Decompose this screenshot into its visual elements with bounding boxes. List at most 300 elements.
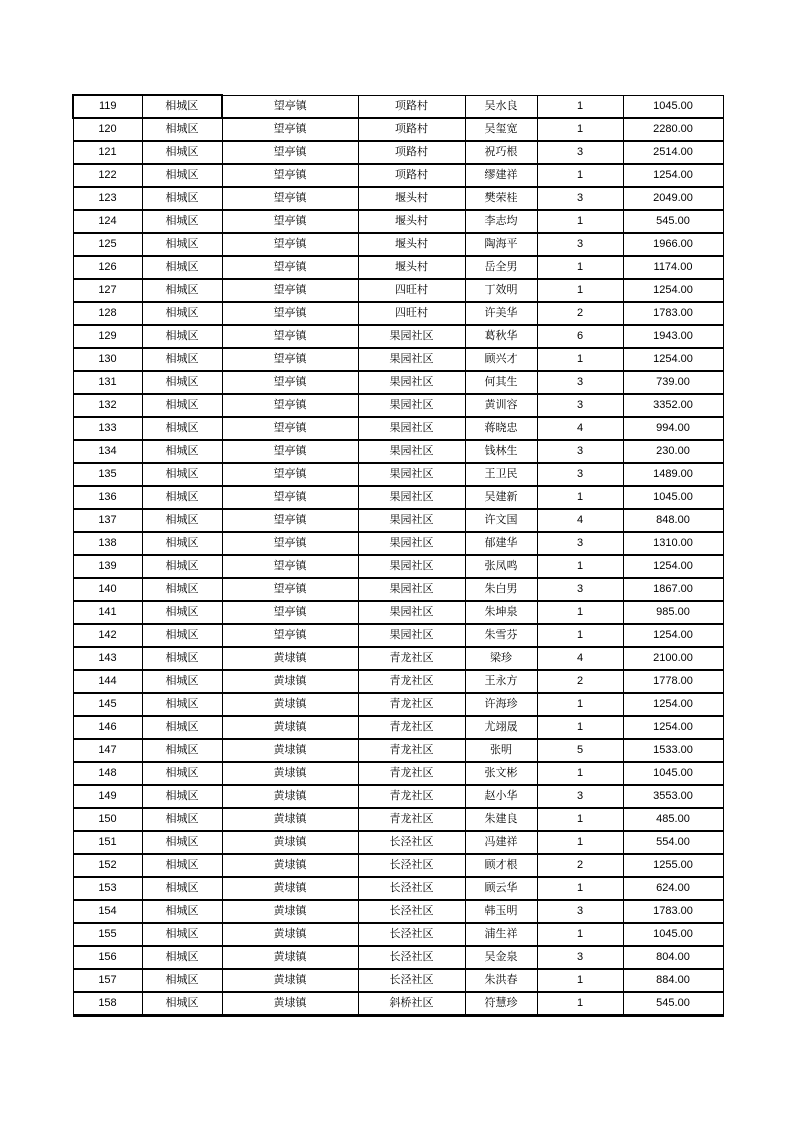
cell-district: 相城区	[142, 647, 222, 670]
cell-amount: 1867.00	[623, 578, 723, 601]
cell-village: 青龙社区	[358, 739, 465, 762]
cell-count: 1	[537, 555, 623, 578]
cell-district: 相城区	[142, 440, 222, 463]
cell-count: 3	[537, 141, 623, 164]
table-row	[73, 992, 723, 1016]
table-row	[73, 417, 723, 440]
cell-town: 望亭镇	[222, 302, 358, 325]
cell-district: 相城区	[142, 693, 222, 716]
cell-count: 1	[537, 601, 623, 624]
cell-amount: 230.00	[623, 440, 723, 463]
cell-town: 望亭镇	[222, 417, 358, 440]
cell-village: 项路村	[358, 164, 465, 187]
cell-district: 相城区	[142, 670, 222, 693]
cell-town: 黄埭镇	[222, 785, 358, 808]
table-row	[73, 647, 723, 670]
cell-town: 黄埭镇	[222, 900, 358, 923]
cell-district: 相城区	[142, 854, 222, 877]
cell-index: 152	[73, 854, 142, 877]
table-row	[73, 279, 723, 302]
cell-district: 相城区	[142, 417, 222, 440]
cell-index: 158	[73, 992, 142, 1016]
table-row	[73, 118, 723, 141]
cell-town: 望亭镇	[222, 463, 358, 486]
cell-district: 相城区	[142, 118, 222, 141]
table-row	[73, 532, 723, 555]
cell-town: 望亭镇	[222, 95, 358, 118]
cell-village: 青龙社区	[358, 647, 465, 670]
cell-district: 相城区	[142, 164, 222, 187]
table-row	[73, 877, 723, 900]
cell-town: 望亭镇	[222, 509, 358, 532]
cell-amount: 1943.00	[623, 325, 723, 348]
cell-amount: 485.00	[623, 808, 723, 831]
cell-town: 望亭镇	[222, 624, 358, 647]
cell-town: 望亭镇	[222, 555, 358, 578]
cell-name: 吴金泉	[465, 946, 537, 969]
cell-town: 黄埭镇	[222, 762, 358, 785]
table-row	[73, 440, 723, 463]
cell-town: 望亭镇	[222, 210, 358, 233]
cell-district: 相城区	[142, 624, 222, 647]
cell-amount: 545.00	[623, 210, 723, 233]
cell-amount: 3352.00	[623, 394, 723, 417]
table-row	[73, 141, 723, 164]
table-row	[73, 256, 723, 279]
cell-amount: 1254.00	[623, 279, 723, 302]
cell-village: 果园社区	[358, 578, 465, 601]
table-row	[73, 900, 723, 923]
cell-name: 张凤鸣	[465, 555, 537, 578]
cell-district: 相城区	[142, 785, 222, 808]
cell-town: 望亭镇	[222, 486, 358, 509]
cell-district: 相城区	[142, 463, 222, 486]
cell-index: 151	[73, 831, 142, 854]
cell-count: 4	[537, 417, 623, 440]
cell-district: 相城区	[142, 877, 222, 900]
cell-town: 黄埭镇	[222, 877, 358, 900]
cell-index: 120	[73, 118, 142, 141]
cell-village: 果园社区	[358, 463, 465, 486]
cell-name: 符慧珍	[465, 992, 537, 1016]
table-row	[73, 716, 723, 739]
cell-name: 许美华	[465, 302, 537, 325]
cell-count: 4	[537, 647, 623, 670]
cell-name: 葛秋华	[465, 325, 537, 348]
cell-index: 143	[73, 647, 142, 670]
cell-district: 相城区	[142, 739, 222, 762]
cell-index: 142	[73, 624, 142, 647]
cell-index: 134	[73, 440, 142, 463]
cell-name: 郁建华	[465, 532, 537, 555]
cell-name: 蒋晓忠	[465, 417, 537, 440]
cell-town: 望亭镇	[222, 187, 358, 210]
cell-index: 132	[73, 394, 142, 417]
cell-name: 吴建新	[465, 486, 537, 509]
cell-count: 3	[537, 371, 623, 394]
cell-village: 四旺村	[358, 279, 465, 302]
cell-amount: 1254.00	[623, 716, 723, 739]
cell-index: 127	[73, 279, 142, 302]
cell-village: 长泾社区	[358, 900, 465, 923]
table-row	[73, 624, 723, 647]
cell-index: 129	[73, 325, 142, 348]
table-row	[73, 325, 723, 348]
cell-index: 140	[73, 578, 142, 601]
cell-name: 王卫民	[465, 463, 537, 486]
cell-index: 155	[73, 923, 142, 946]
cell-district: 相城区	[142, 187, 222, 210]
cell-town: 黄埭镇	[222, 923, 358, 946]
cell-count: 1	[537, 95, 623, 118]
cell-count: 6	[537, 325, 623, 348]
cell-name: 顾兴才	[465, 348, 537, 371]
cell-name: 陶海平	[465, 233, 537, 256]
cell-index: 136	[73, 486, 142, 509]
cell-village: 长泾社区	[358, 877, 465, 900]
cell-name: 王永方	[465, 670, 537, 693]
cell-amount: 1254.00	[623, 555, 723, 578]
cell-index: 150	[73, 808, 142, 831]
cell-town: 望亭镇	[222, 440, 358, 463]
cell-town: 黄埭镇	[222, 716, 358, 739]
cell-count: 3	[537, 532, 623, 555]
cell-name: 朱洪春	[465, 969, 537, 992]
cell-amount: 739.00	[623, 371, 723, 394]
table-row	[73, 95, 723, 118]
cell-village: 堰头村	[358, 210, 465, 233]
cell-index: 137	[73, 509, 142, 532]
cell-town: 望亭镇	[222, 578, 358, 601]
cell-district: 相城区	[142, 532, 222, 555]
cell-district: 相城区	[142, 95, 222, 118]
table-row	[73, 923, 723, 946]
cell-name: 朱坤泉	[465, 601, 537, 624]
cell-amount: 1489.00	[623, 463, 723, 486]
cell-village: 项路村	[358, 118, 465, 141]
cell-district: 相城区	[142, 256, 222, 279]
cell-village: 长泾社区	[358, 969, 465, 992]
cell-index: 124	[73, 210, 142, 233]
cell-village: 果园社区	[358, 601, 465, 624]
cell-count: 1	[537, 256, 623, 279]
cell-index: 144	[73, 670, 142, 693]
table-row	[73, 601, 723, 624]
cell-amount: 624.00	[623, 877, 723, 900]
cell-district: 相城区	[142, 716, 222, 739]
cell-amount: 2514.00	[623, 141, 723, 164]
cell-index: 147	[73, 739, 142, 762]
cell-count: 3	[537, 946, 623, 969]
cell-amount: 985.00	[623, 601, 723, 624]
cell-index: 119	[73, 95, 142, 118]
cell-index: 146	[73, 716, 142, 739]
cell-village: 果园社区	[358, 509, 465, 532]
cell-amount: 2049.00	[623, 187, 723, 210]
cell-amount: 1174.00	[623, 256, 723, 279]
cell-name: 冯建祥	[465, 831, 537, 854]
cell-count: 1	[537, 877, 623, 900]
table-row	[73, 371, 723, 394]
cell-district: 相城区	[142, 992, 222, 1016]
cell-index: 121	[73, 141, 142, 164]
cell-index: 145	[73, 693, 142, 716]
cell-town: 望亭镇	[222, 532, 358, 555]
cell-district: 相城区	[142, 923, 222, 946]
cell-district: 相城区	[142, 762, 222, 785]
cell-count: 1	[537, 348, 623, 371]
cell-amount: 3553.00	[623, 785, 723, 808]
cell-name: 何其生	[465, 371, 537, 394]
cell-town: 望亭镇	[222, 348, 358, 371]
cell-count: 3	[537, 394, 623, 417]
cell-index: 130	[73, 348, 142, 371]
cell-index: 126	[73, 256, 142, 279]
cell-name: 朱建良	[465, 808, 537, 831]
cell-index: 133	[73, 417, 142, 440]
cell-index: 153	[73, 877, 142, 900]
cell-town: 望亭镇	[222, 279, 358, 302]
cell-district: 相城区	[142, 509, 222, 532]
cell-amount: 848.00	[623, 509, 723, 532]
cell-district: 相城区	[142, 969, 222, 992]
table-row	[73, 486, 723, 509]
cell-count: 3	[537, 900, 623, 923]
cell-count: 1	[537, 923, 623, 946]
cell-name: 张明	[465, 739, 537, 762]
cell-village: 堰头村	[358, 256, 465, 279]
cell-amount: 545.00	[623, 992, 723, 1016]
cell-town: 黄埭镇	[222, 808, 358, 831]
cell-village: 堰头村	[358, 233, 465, 256]
cell-name: 缪建祥	[465, 164, 537, 187]
cell-district: 相城区	[142, 233, 222, 256]
cell-village: 果园社区	[358, 348, 465, 371]
cell-village: 项路村	[358, 141, 465, 164]
cell-village: 堰头村	[358, 187, 465, 210]
cell-count: 1	[537, 716, 623, 739]
table-row	[73, 164, 723, 187]
cell-name: 吴玺宽	[465, 118, 537, 141]
cell-name: 钱林生	[465, 440, 537, 463]
cell-name: 李志均	[465, 210, 537, 233]
cell-count: 1	[537, 762, 623, 785]
cell-name: 顾云华	[465, 877, 537, 900]
table-row	[73, 693, 723, 716]
cell-district: 相城区	[142, 141, 222, 164]
cell-town: 望亭镇	[222, 394, 358, 417]
cell-count: 2	[537, 302, 623, 325]
cell-town: 黄埭镇	[222, 992, 358, 1016]
table-row	[73, 785, 723, 808]
cell-amount: 1966.00	[623, 233, 723, 256]
cell-village: 果园社区	[358, 417, 465, 440]
cell-village: 果园社区	[358, 555, 465, 578]
cell-village: 青龙社区	[358, 808, 465, 831]
cell-amount: 1254.00	[623, 693, 723, 716]
cell-town: 黄埭镇	[222, 946, 358, 969]
table-row	[73, 739, 723, 762]
cell-town: 望亭镇	[222, 601, 358, 624]
cell-name: 许文国	[465, 509, 537, 532]
cell-amount: 2100.00	[623, 647, 723, 670]
cell-village: 长泾社区	[358, 854, 465, 877]
cell-count: 3	[537, 233, 623, 256]
cell-village: 青龙社区	[358, 716, 465, 739]
cell-count: 3	[537, 578, 623, 601]
cell-town: 望亭镇	[222, 164, 358, 187]
cell-district: 相城区	[142, 210, 222, 233]
cell-amount: 994.00	[623, 417, 723, 440]
beneficiary-table	[72, 94, 724, 1017]
cell-district: 相城区	[142, 394, 222, 417]
cell-town: 望亭镇	[222, 118, 358, 141]
cell-village: 长泾社区	[358, 946, 465, 969]
table-row	[73, 394, 723, 417]
cell-town: 黄埭镇	[222, 969, 358, 992]
cell-town: 黄埭镇	[222, 854, 358, 877]
cell-count: 1	[537, 831, 623, 854]
cell-village: 青龙社区	[358, 785, 465, 808]
cell-district: 相城区	[142, 601, 222, 624]
cell-count: 1	[537, 210, 623, 233]
cell-name: 许海珍	[465, 693, 537, 716]
table-row	[73, 463, 723, 486]
cell-village: 果园社区	[358, 624, 465, 647]
cell-town: 黄埭镇	[222, 670, 358, 693]
cell-district: 相城区	[142, 831, 222, 854]
cell-village: 果园社区	[358, 371, 465, 394]
cell-name: 祝巧根	[465, 141, 537, 164]
cell-town: 望亭镇	[222, 256, 358, 279]
cell-town: 黄埭镇	[222, 693, 358, 716]
table-row	[73, 302, 723, 325]
cell-district: 相城区	[142, 325, 222, 348]
cell-count: 3	[537, 785, 623, 808]
cell-district: 相城区	[142, 486, 222, 509]
table-row	[73, 670, 723, 693]
cell-amount: 1254.00	[623, 164, 723, 187]
cell-town: 望亭镇	[222, 233, 358, 256]
cell-amount: 804.00	[623, 946, 723, 969]
table-row	[73, 555, 723, 578]
cell-count: 2	[537, 670, 623, 693]
table-row	[73, 233, 723, 256]
cell-index: 131	[73, 371, 142, 394]
cell-amount: 1045.00	[623, 95, 723, 118]
cell-amount: 1045.00	[623, 762, 723, 785]
cell-name: 顾才根	[465, 854, 537, 877]
cell-name: 梁珍	[465, 647, 537, 670]
cell-village: 果园社区	[358, 440, 465, 463]
table-row	[73, 969, 723, 992]
cell-district: 相城区	[142, 555, 222, 578]
cell-count: 1	[537, 693, 623, 716]
cell-village: 果园社区	[358, 325, 465, 348]
cell-name: 朱白男	[465, 578, 537, 601]
cell-village: 果园社区	[358, 394, 465, 417]
cell-village: 四旺村	[358, 302, 465, 325]
cell-index: 148	[73, 762, 142, 785]
cell-amount: 1533.00	[623, 739, 723, 762]
cell-count: 3	[537, 187, 623, 210]
cell-district: 相城区	[142, 900, 222, 923]
cell-name: 朱雪芬	[465, 624, 537, 647]
cell-village: 斜桥社区	[358, 992, 465, 1016]
table-row	[73, 831, 723, 854]
cell-village: 果园社区	[358, 486, 465, 509]
cell-village: 长泾社区	[358, 831, 465, 854]
cell-amount: 1045.00	[623, 486, 723, 509]
cell-amount: 1778.00	[623, 670, 723, 693]
cell-amount: 1255.00	[623, 854, 723, 877]
cell-district: 相城区	[142, 578, 222, 601]
table-row	[73, 348, 723, 371]
cell-name: 尤翊晟	[465, 716, 537, 739]
table-row	[73, 854, 723, 877]
cell-village: 果园社区	[358, 532, 465, 555]
cell-amount: 1310.00	[623, 532, 723, 555]
cell-name: 黄训容	[465, 394, 537, 417]
cell-index: 149	[73, 785, 142, 808]
cell-name: 浦生祥	[465, 923, 537, 946]
table-row	[73, 762, 723, 785]
cell-index: 139	[73, 555, 142, 578]
cell-amount: 884.00	[623, 969, 723, 992]
cell-count: 3	[537, 440, 623, 463]
cell-index: 125	[73, 233, 142, 256]
cell-amount: 1254.00	[623, 624, 723, 647]
cell-town: 望亭镇	[222, 325, 358, 348]
cell-name: 张文彬	[465, 762, 537, 785]
cell-count: 1	[537, 279, 623, 302]
cell-count: 1	[537, 164, 623, 187]
cell-village: 青龙社区	[358, 693, 465, 716]
cell-town: 黄埭镇	[222, 831, 358, 854]
cell-count: 1	[537, 969, 623, 992]
cell-name: 韩玉明	[465, 900, 537, 923]
cell-count: 2	[537, 854, 623, 877]
table-row	[73, 578, 723, 601]
cell-count: 1	[537, 992, 623, 1016]
cell-amount: 1254.00	[623, 348, 723, 371]
cell-name: 吴水良	[465, 95, 537, 118]
cell-town: 望亭镇	[222, 371, 358, 394]
cell-index: 123	[73, 187, 142, 210]
cell-name: 樊荣桂	[465, 187, 537, 210]
table-row	[73, 808, 723, 831]
cell-count: 1	[537, 624, 623, 647]
cell-index: 122	[73, 164, 142, 187]
cell-name: 岳全男	[465, 256, 537, 279]
cell-index: 157	[73, 969, 142, 992]
table-body	[73, 95, 723, 1016]
cell-amount: 1783.00	[623, 302, 723, 325]
table-row	[73, 210, 723, 233]
cell-count: 3	[537, 463, 623, 486]
cell-count: 5	[537, 739, 623, 762]
table-row	[73, 946, 723, 969]
cell-district: 相城区	[142, 348, 222, 371]
cell-name: 丁效明	[465, 279, 537, 302]
cell-count: 1	[537, 486, 623, 509]
cell-district: 相城区	[142, 302, 222, 325]
cell-amount: 1045.00	[623, 923, 723, 946]
cell-index: 135	[73, 463, 142, 486]
cell-amount: 1783.00	[623, 900, 723, 923]
cell-town: 黄埭镇	[222, 739, 358, 762]
cell-count: 4	[537, 509, 623, 532]
